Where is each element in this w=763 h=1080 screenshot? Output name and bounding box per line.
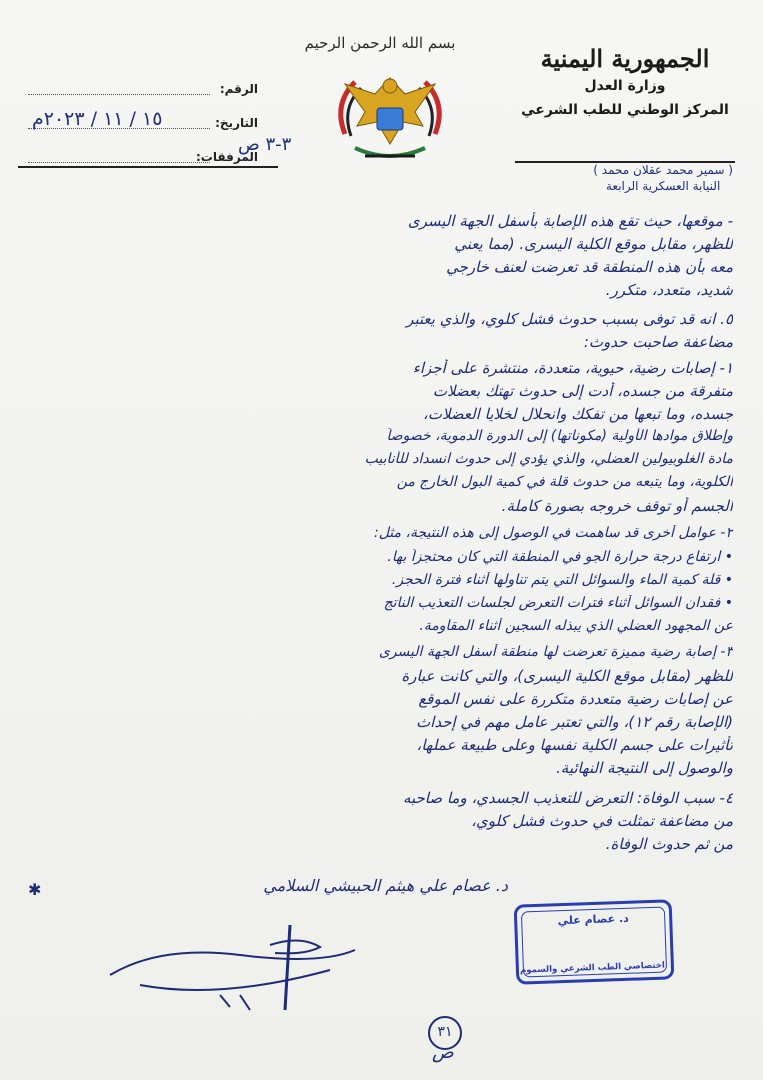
date-label: التاريخ: — [215, 116, 258, 130]
date-row — [18, 108, 258, 146]
letterhead-left — [18, 78, 258, 180]
header-divider-left — [18, 166, 278, 168]
attach-dotted-line — [28, 162, 210, 163]
body-line: ٤- سبب الوفاة: التعرض للتعذيب الجسدي، وما صاحبه — [402, 789, 733, 807]
body-line: ١- إصابات رضية، حيوية، متعددة، منتشرة على أجزاء — [412, 359, 733, 377]
signatory-name: د. عصام علي هيثم الحبيشي السلامي — [263, 876, 508, 895]
top-note — [593, 162, 733, 194]
ref-dotted-line — [28, 94, 210, 95]
body-line: شديد، متعدد، متكرر. — [605, 281, 733, 299]
stamp-name: د. عصام علي — [557, 911, 629, 928]
body-line: عن المجهود العضلي الذي يبذله السجين أثناء المقاومة. — [419, 618, 733, 634]
center-title: المركز الوطني للطب الشرعي — [521, 102, 729, 119]
body-line: والوصول إلى النتيجة النهائية. — [556, 759, 733, 777]
body-line: الجسم أو توقف خروجه بصورة كاملة. — [501, 497, 733, 515]
body-line: تأثيرات على جسم الكلية نفسها وعلى طبيعة عملها، — [416, 736, 733, 754]
body-line: جسده، وما تبعها من تفكك وانحلال لخلايا العضلات، — [423, 405, 733, 423]
body-line: للظهر، مقابل موقع الكلية اليسرى. (مما يعني — [454, 235, 733, 253]
attach-label: المرفقات: — [196, 150, 258, 164]
body-line: • قلة كمية الماء والسوائل التي يتم تناولها أثناء فترة الحجز. — [391, 572, 733, 588]
ref-row — [18, 78, 258, 112]
page-suffix: ص — [432, 1042, 454, 1063]
body-line: من مضاعفة تمثلت في حدوث فشل كلوي، — [471, 812, 733, 830]
attach-row — [18, 146, 258, 180]
body-line: للظهر (مقابل موقع الكلية اليسرى)، والتي كانت عبارة — [401, 667, 733, 685]
page-number: ٣١ — [428, 1016, 462, 1050]
body-line: - موقعها، حيث تقع هذه الإصابة بأسفل الجهة اليسرى — [407, 212, 733, 230]
body-line: ٣- إصابة رضية مميزة تعرضت لها منطقة أسفل الجهة اليسرى — [378, 644, 733, 660]
body-line: • فقدان السوائل أثناء فترات التعرض لجلسات التعذيب الناتج — [383, 595, 733, 611]
ref-label: الرقم: — [219, 82, 258, 96]
letterhead-right — [515, 46, 735, 118]
eagle-emblem-icon — [315, 64, 465, 172]
body-line: مادة الغلوبيولين العضلي، والذي يؤدي إلى حدوث انسداد للأنابيب — [364, 451, 733, 467]
end-mark-icon: ✱ — [28, 880, 42, 899]
page-reference: ٣-٣ ص — [238, 134, 292, 155]
body-line: • ارتفاع درجة حرارة الجو في المنطقة التي كان محتجزاً بها. — [387, 549, 733, 565]
note-name: ( سمير محمد عقلان محمد ) — [593, 163, 733, 177]
body-line: ٢- عوامل أخرى قد ساهمت في الوصول إلى هذه النتيجة، مثل: — [373, 525, 733, 541]
body-line: وإطلاق موادها الأولية (مكوناتها) إلى الدورة الدموية، خصوصاً — [386, 428, 733, 444]
body-line: متفرقة من جسده، أدت إلى حدوث تهتك بعضلات — [432, 382, 733, 400]
basmala: بسم الله الرحمن الرحيم — [304, 34, 456, 52]
body-line: من ثم حدوث الوفاة. — [605, 835, 733, 853]
body-line: الكلوية، وما يتبعه من حدوث قلة في كمية البول الخارج من — [396, 474, 733, 490]
body-line: (الإصابة رقم ١٢)، والتي تعتبر عامل مهم في إحداث — [416, 713, 733, 731]
signature-scribble-icon — [100, 915, 370, 1015]
date-value: ١٥ / ١١ / ٢٠٢٣م — [32, 108, 163, 130]
republic-title: الجمهورية اليمنية — [540, 44, 710, 73]
note-office: النيابة العسكرية الرابعة — [605, 179, 721, 194]
body-line: مضاعفة صاحبت حدوث: — [583, 333, 733, 351]
ministry-title: وزارة العدل — [584, 78, 666, 95]
official-stamp — [514, 899, 675, 984]
stamp-title: اختصاصي الطب الشرعي والسموم — [519, 960, 666, 976]
body-line: عن إصابات رضية متعددة متكررة على نفس الموقع — [418, 690, 733, 708]
body-line: ٥. انه قد توفى بسبب حدوث فشل كلوي، والذي يعتبر — [406, 310, 733, 328]
body-line: معه بأن هذه المنطقة قد تعرضت لعنف خارجي — [446, 258, 733, 276]
